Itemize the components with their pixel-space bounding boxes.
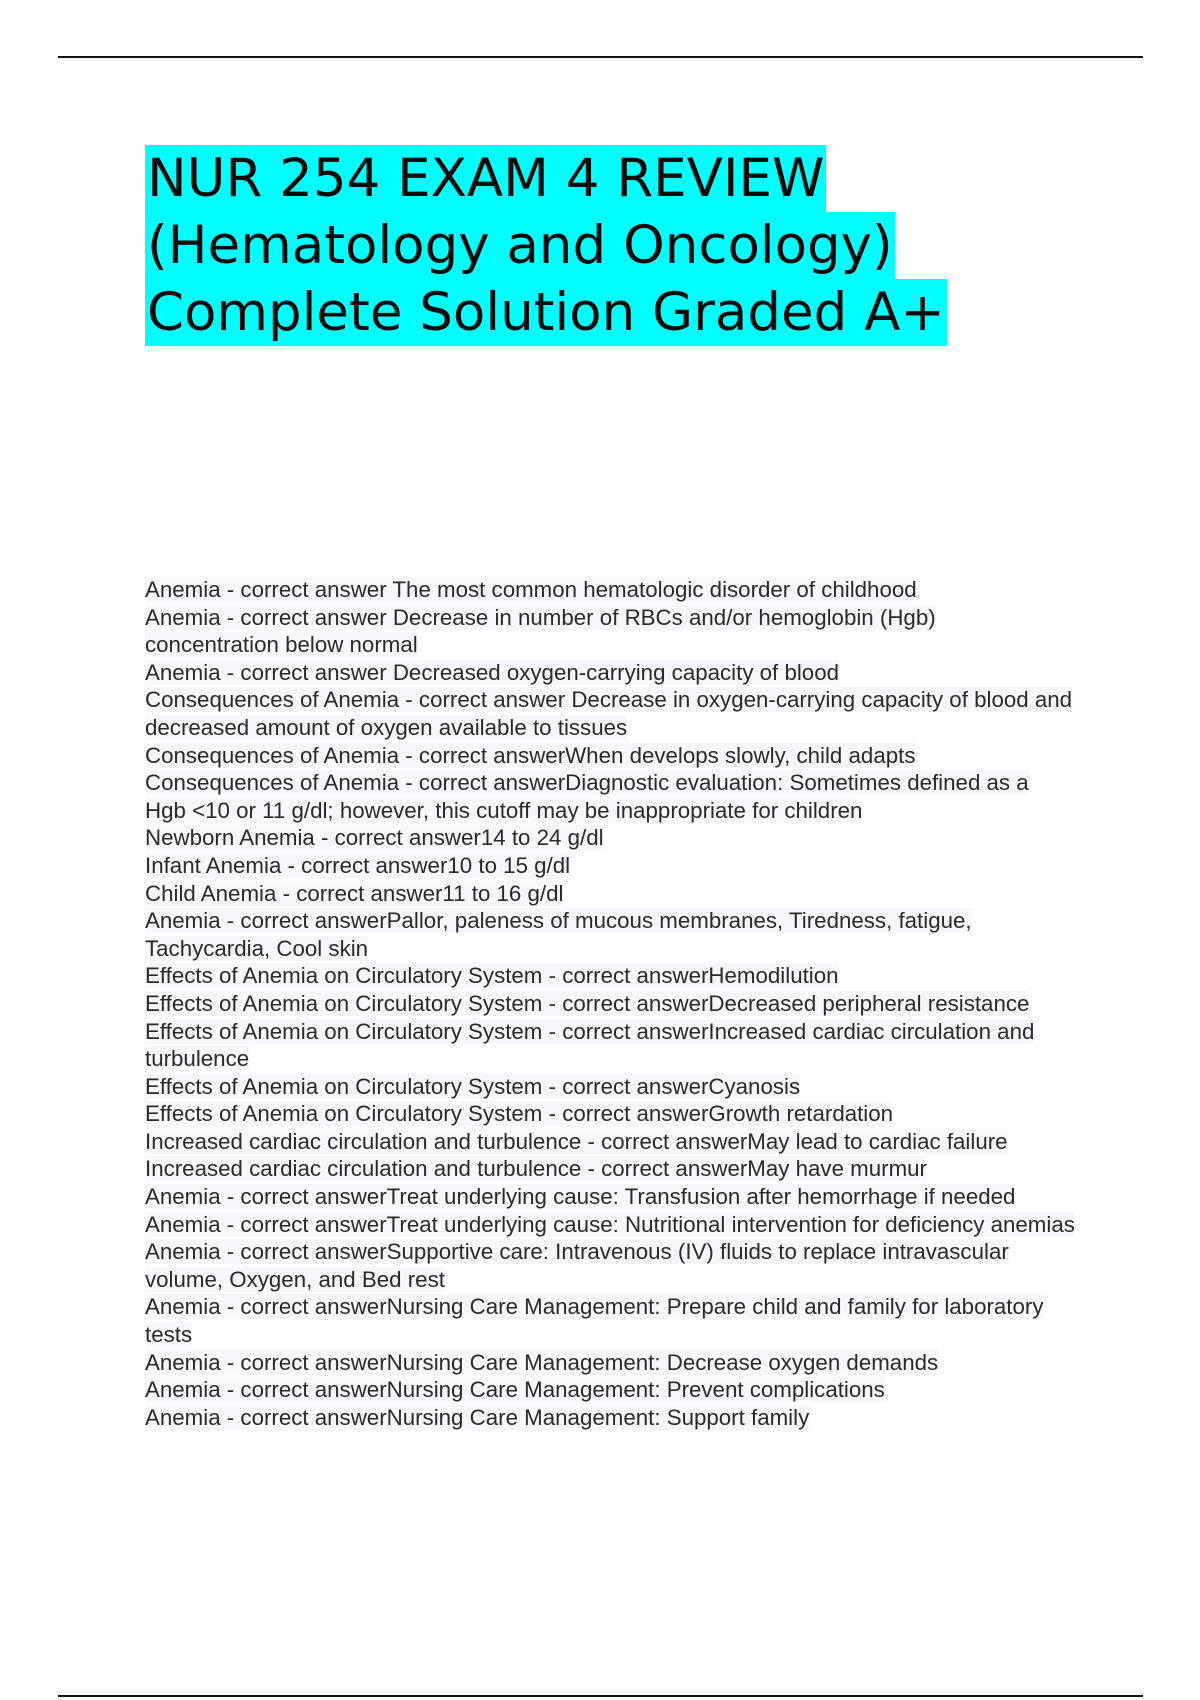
qa-entry-text: Anemia - correct answer Decreased oxygen-carrying capacity of blood — [145, 659, 840, 685]
qa-entry — [145, 1376, 1075, 1404]
qa-entry — [145, 604, 1075, 659]
qa-entry-text: Effects of Anemia on Circulatory System - correct answerIncreased cardiac circulation and turbulence — [145, 1018, 1035, 1072]
document-title — [145, 145, 1045, 346]
qa-entry — [145, 962, 1075, 990]
qa-entry — [145, 576, 1075, 604]
qa-entry-text: Anemia - correct answerNursing Care Management: Prevent complications — [145, 1377, 885, 1403]
qa-entry-list — [145, 576, 1075, 1431]
bottom-rule — [58, 1695, 1143, 1697]
qa-entry-text: Anemia - correct answerNursing Care Management: Support family — [145, 1404, 810, 1430]
qa-entry — [145, 990, 1075, 1018]
qa-entry — [145, 1073, 1075, 1101]
qa-entry — [145, 824, 1075, 852]
qa-entry-text: Anemia - correct answer The most common hematologic disorder of childhood — [145, 577, 917, 602]
title-line-3: Complete Solution Graded A+ — [145, 279, 947, 346]
qa-entry-text: Anemia - correct answerNursing Care Management: Prepare child and family for laboratory tests — [145, 1294, 1044, 1348]
qa-entry — [145, 1349, 1075, 1377]
qa-entry-text: Consequences of Anemia - correct answerWhen develops slowly, child adapts — [145, 742, 916, 768]
qa-entry — [145, 659, 1075, 687]
qa-entry-text: Anemia - correct answerNursing Care Management: Decrease oxygen demands — [145, 1349, 939, 1375]
top-rule — [58, 56, 1143, 58]
qa-entry — [145, 1128, 1075, 1156]
qa-entry — [145, 907, 1075, 962]
qa-entry-text: Infant Anemia - correct answer10 to 15 g/dl — [145, 852, 571, 878]
qa-entry-text: Anemia - correct answerTreat underlying cause: Transfusion after hemorrhage if needed — [145, 1184, 1016, 1210]
qa-entry — [145, 1404, 1075, 1432]
qa-entry — [145, 1018, 1075, 1073]
qa-entry-text: Anemia - correct answerSupportive care: Intravenous (IV) fluids to replace intravascular volume, Oxygen, and Bed rest — [145, 1239, 1009, 1292]
qa-entry-text: Consequences of Anemia - correct answerDiagnostic evaluation: Sometimes defined as a Hgb <10 or 11 g/dl; however, this cutoff may be inappropriate for children — [145, 770, 1029, 823]
qa-entry-text: Effects of Anemia on Circulatory System - correct answerGrowth retardation — [145, 1101, 894, 1127]
qa-entry-text: Increased cardiac circulation and turbulence - correct answerMay lead to cardiac failure — [145, 1128, 1008, 1154]
qa-entry-text: Effects of Anemia on Circulatory System - correct answerCyanosis — [145, 1073, 801, 1099]
qa-entry — [145, 742, 1075, 770]
qa-entry — [145, 1183, 1075, 1211]
qa-entry-text: Effects of Anemia on Circulatory System - correct answerDecreased peripheral resistance — [145, 990, 1030, 1016]
qa-entry-text: Anemia - correct answerTreat underlying cause: Nutritional intervention for deficiency anemias — [145, 1211, 1075, 1237]
qa-entry — [145, 1238, 1075, 1293]
qa-entry — [145, 1155, 1075, 1183]
qa-entry-text: Effects of Anemia on Circulatory System - correct answerHemodilution — [145, 963, 839, 989]
title-line-2: (Hematology and Oncology) — [145, 212, 895, 279]
qa-entry — [145, 686, 1075, 741]
qa-entry — [145, 769, 1075, 824]
qa-entry-text: Anemia - correct answer Decrease in number of RBCs and/or hemoglobin (Hgb) concentration below normal — [145, 604, 936, 658]
qa-entry — [145, 880, 1075, 908]
qa-entry — [145, 1293, 1075, 1348]
qa-entry — [145, 1211, 1075, 1239]
qa-entry-text: Consequences of Anemia - correct answer Decrease in oxygen-carrying capacity of blood and decreased amount of oxygen available to tissues — [145, 687, 1073, 740]
qa-entry-text: Increased cardiac circulation and turbulence - correct answerMay have murmur — [145, 1156, 927, 1182]
qa-entry — [145, 852, 1075, 880]
qa-entry-text: Newborn Anemia - correct answer14 to 24 g/dl — [145, 825, 604, 851]
qa-entry-text: Anemia - correct answerPallor, paleness of mucous membranes, Tiredness, fatigue, Tachycardia, Cool skin — [145, 908, 972, 961]
qa-entry — [145, 1100, 1075, 1128]
title-line-1: NUR 254 EXAM 4 REVIEW — [145, 145, 826, 212]
qa-entry-text: Child Anemia - correct answer11 to 16 g/dl — [145, 880, 564, 906]
